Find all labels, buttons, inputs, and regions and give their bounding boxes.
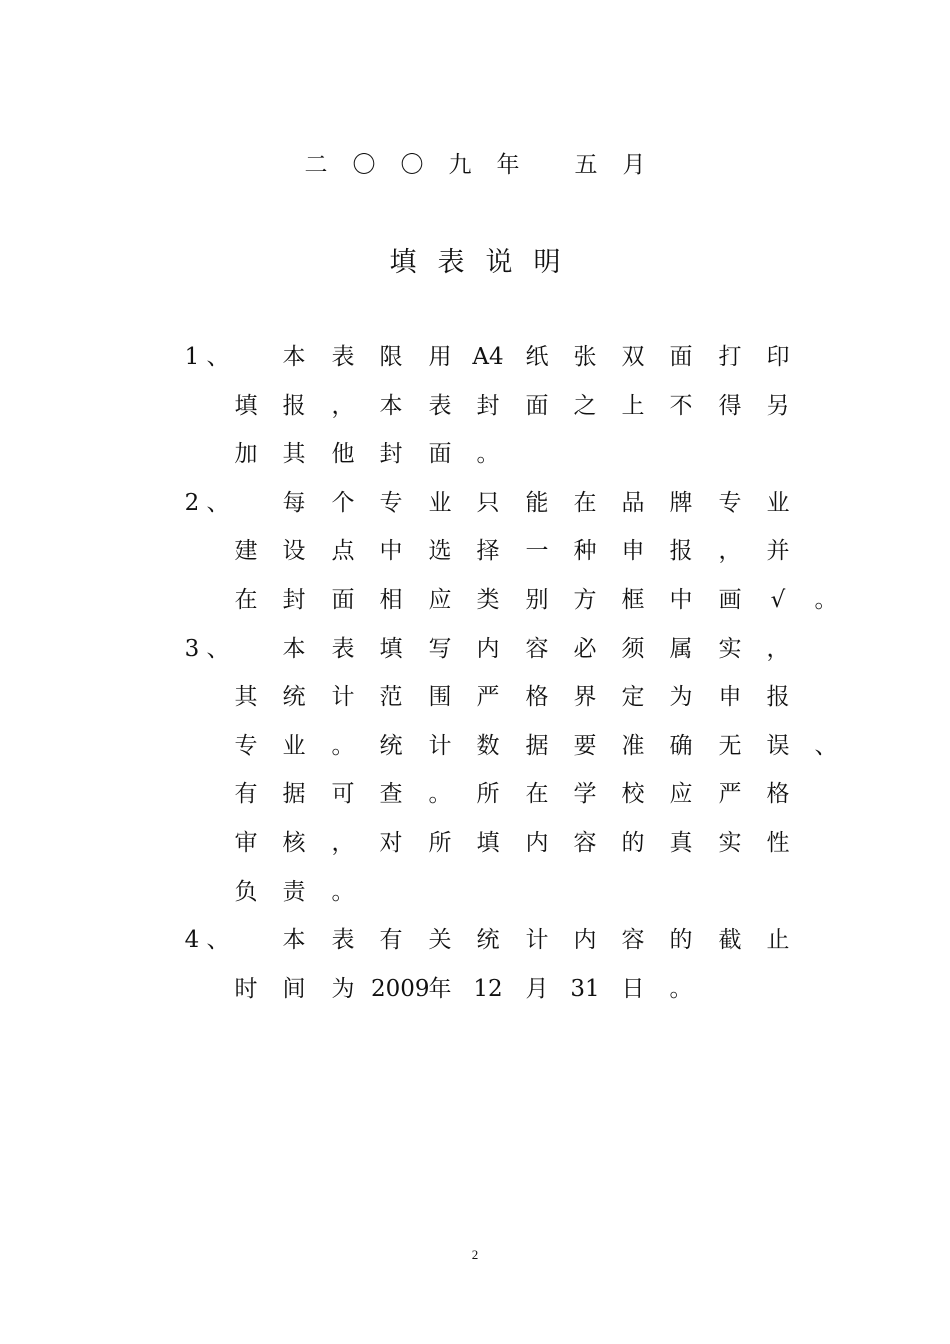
instruction-char: 封 xyxy=(282,587,306,613)
instruction-char: 统 xyxy=(282,684,306,711)
instruction-char: A4 xyxy=(472,344,504,370)
instruction-char: 写 xyxy=(428,635,452,662)
instruction-char: 点 xyxy=(331,538,355,565)
instruction-char: 间 xyxy=(282,975,306,1002)
instruction-char: 填 xyxy=(476,830,500,856)
instruction-char: 日 xyxy=(621,975,645,1002)
instruction-line xyxy=(0,726,950,766)
instruction-char: 本 xyxy=(282,635,306,662)
instruction-char: 所 xyxy=(428,830,452,856)
instruction-char: 年 xyxy=(428,975,452,1002)
instruction-char: 相 xyxy=(379,587,403,613)
instruction-char: 校 xyxy=(621,781,645,808)
title-char: 明 xyxy=(533,247,561,278)
instruction-char: 填 xyxy=(379,635,403,662)
instruction-char: 纸 xyxy=(525,344,549,370)
instruction-char: 关 xyxy=(428,927,452,954)
instruction-line xyxy=(0,629,950,669)
instruction-char: 的 xyxy=(669,927,693,954)
instruction-char: 在 xyxy=(573,489,597,516)
instruction-char: 截 xyxy=(718,927,742,954)
instruction-char: 统 xyxy=(379,732,403,759)
date-char: 〇 xyxy=(400,152,424,178)
instruction-char: 业 xyxy=(766,489,790,516)
instruction-char: 内 xyxy=(573,927,597,954)
instruction-char: 必 xyxy=(573,635,597,662)
instruction-char: 封 xyxy=(476,392,500,419)
instruction-char: 应 xyxy=(428,587,452,613)
page-title xyxy=(0,240,950,279)
instruction-char: 统 xyxy=(476,927,500,954)
instruction-char: 选 xyxy=(428,538,452,565)
instruction-char: 准 xyxy=(621,732,645,759)
instruction-char: 其 xyxy=(282,441,306,468)
instruction-char: 面 xyxy=(428,441,452,468)
instruction-char: 限 xyxy=(379,344,403,370)
instruction-line xyxy=(0,872,950,912)
instruction-char: 择 xyxy=(476,538,500,565)
instruction-char: 严 xyxy=(718,781,742,808)
instruction-char: 计 xyxy=(331,684,355,711)
instruction-char: 严 xyxy=(476,684,500,711)
instruction-char: 为 xyxy=(331,975,355,1002)
date-char: 月 xyxy=(622,152,646,178)
instruction-char: 容 xyxy=(573,830,597,856)
instruction-char: 界 xyxy=(573,684,597,711)
instruction-char: 本 xyxy=(379,392,403,419)
instruction-char: 、 xyxy=(206,489,230,516)
instruction-char: ， xyxy=(718,538,742,565)
instruction-char: 实 xyxy=(718,635,742,662)
instruction-line xyxy=(0,580,950,620)
title-char: 填 xyxy=(389,247,417,278)
instruction-char: 用 xyxy=(428,344,452,370)
instruction-char: 要 xyxy=(573,732,597,759)
instruction-char: 之 xyxy=(573,392,597,419)
instruction-char: 画 xyxy=(718,587,742,613)
instruction-char: 业 xyxy=(282,732,306,759)
instruction-line xyxy=(0,434,950,474)
instruction-char: 专 xyxy=(234,732,258,759)
instruction-char: 的 xyxy=(621,830,645,856)
instruction-char: ， xyxy=(766,635,790,662)
instruction-char: 范 xyxy=(379,684,403,711)
title-char: 表 xyxy=(437,247,465,278)
instruction-char: ， xyxy=(331,392,355,419)
instruction-char: 、 xyxy=(206,927,230,954)
instruction-char: 计 xyxy=(428,732,452,759)
page-number: 2 xyxy=(471,1247,479,1262)
instruction-char: 他 xyxy=(331,441,355,468)
title-char: 说 xyxy=(485,247,513,278)
instruction-char: 不 xyxy=(669,392,693,419)
instruction-char: 另 xyxy=(766,392,790,419)
instruction-char: 无 xyxy=(718,732,742,759)
instruction-char: 学 xyxy=(573,781,597,808)
instruction-char: 审 xyxy=(234,830,258,856)
instruction-char: 一 xyxy=(525,538,549,565)
instruction-char: 打 xyxy=(718,344,742,370)
instruction-char: 面 xyxy=(669,344,693,370)
instruction-char: √ xyxy=(770,587,786,613)
instruction-char: 误 xyxy=(766,732,790,759)
instruction-char: 专 xyxy=(379,489,403,516)
instruction-char: 得 xyxy=(718,392,742,419)
instruction-char: 报 xyxy=(669,538,693,565)
instruction-char: 只 xyxy=(476,489,500,516)
instruction-char: 内 xyxy=(525,830,549,856)
instruction-char: 其 xyxy=(234,684,258,711)
instruction-char: 须 xyxy=(621,635,645,662)
instruction-char: 别 xyxy=(525,587,549,613)
instruction-char: 核 xyxy=(282,830,306,856)
instruction-char: 申 xyxy=(718,684,742,711)
instruction-char: 。 xyxy=(476,441,500,468)
instruction-char: 31 xyxy=(570,975,600,1002)
instruction-char: 张 xyxy=(573,344,597,370)
instruction-char: 中 xyxy=(669,587,693,613)
instruction-char: 类 xyxy=(476,587,500,613)
instruction-char: 在 xyxy=(234,587,258,613)
instruction-char: 数 xyxy=(476,732,500,759)
instruction-char: 牌 xyxy=(669,489,693,516)
instruction-char: 计 xyxy=(525,927,549,954)
instruction-char: 表 xyxy=(428,392,452,419)
instruction-char: 双 xyxy=(621,344,645,370)
instruction-char: 对 xyxy=(379,830,403,856)
instruction-char: 可 xyxy=(331,781,355,808)
instruction-line xyxy=(0,677,950,717)
instruction-char: 填 xyxy=(234,392,258,419)
instruction-char: 格 xyxy=(525,684,549,711)
instruction-char: 性 xyxy=(766,830,790,856)
instruction-char: 表 xyxy=(331,635,355,662)
instruction-char: 加 xyxy=(234,441,258,468)
instruction-char: 印 xyxy=(766,344,790,370)
instruction-char: 、 xyxy=(206,635,230,662)
instruction-line xyxy=(0,823,950,863)
instruction-char: 上 xyxy=(621,392,645,419)
instruction-char: 建 xyxy=(234,538,258,565)
instruction-line xyxy=(0,774,950,814)
instruction-char: 报 xyxy=(282,392,306,419)
instruction-char: 真 xyxy=(669,830,693,856)
instruction-char: 属 xyxy=(669,635,693,662)
instruction-char: 实 xyxy=(718,830,742,856)
instruction-char: 并 xyxy=(766,538,790,565)
instruction-char: 围 xyxy=(428,684,452,711)
instruction-char: 。 xyxy=(331,732,355,759)
instruction-char: 封 xyxy=(379,441,403,468)
date-char: 二 xyxy=(304,152,328,178)
instruction-char: 框 xyxy=(621,587,645,613)
instruction-line xyxy=(0,969,950,1009)
instruction-line xyxy=(0,531,950,571)
instruction-char: 在 xyxy=(525,781,549,808)
instruction-char: 内 xyxy=(476,635,500,662)
instruction-char: 2009 xyxy=(371,975,430,1002)
instruction-line xyxy=(0,920,950,960)
instruction-char: 据 xyxy=(282,781,306,808)
instruction-char: 止 xyxy=(766,927,790,954)
instruction-char: 有 xyxy=(379,927,403,954)
instruction-char: 为 xyxy=(669,684,693,711)
instruction-line xyxy=(0,337,950,377)
instruction-char: 品 xyxy=(621,489,645,516)
instruction-char: 设 xyxy=(282,538,306,565)
instruction-char: 申 xyxy=(621,538,645,565)
instruction-char: 1 xyxy=(184,344,200,370)
instruction-char: 。 xyxy=(669,975,693,1002)
instruction-char: 中 xyxy=(379,538,403,565)
instruction-char: 有 xyxy=(234,781,258,808)
date-char: 九 xyxy=(448,152,472,178)
instruction-char: 定 xyxy=(621,684,645,711)
instruction-char: 、 xyxy=(206,344,230,370)
instruction-char: 个 xyxy=(331,489,355,516)
instruction-char: 。 xyxy=(331,878,355,905)
date-char: 五 xyxy=(574,152,598,178)
instruction-char: 。 xyxy=(428,781,452,808)
instruction-char: 4 xyxy=(184,927,200,954)
instruction-char: 表 xyxy=(331,927,355,954)
instruction-char: 2 xyxy=(184,489,200,516)
instruction-char: 业 xyxy=(428,489,452,516)
instruction-char: 3 xyxy=(184,635,200,662)
instruction-char: 12 xyxy=(473,975,503,1002)
instruction-char: 时 xyxy=(234,975,258,1002)
instruction-char: 本 xyxy=(282,927,306,954)
instruction-char: 报 xyxy=(766,684,790,711)
instruction-char: 查 xyxy=(379,781,403,808)
instruction-char: 面 xyxy=(525,392,549,419)
date-char: 〇 xyxy=(352,152,376,178)
instruction-line xyxy=(0,483,950,523)
instruction-char: 种 xyxy=(573,538,597,565)
instruction-char: 确 xyxy=(669,732,693,759)
instruction-char: 月 xyxy=(525,975,549,1002)
instruction-char: 表 xyxy=(331,344,355,370)
instruction-char: 方 xyxy=(573,587,597,613)
instruction-char: 负 xyxy=(234,878,258,905)
instruction-char: 面 xyxy=(331,587,355,613)
instruction-char: 、 xyxy=(814,732,838,759)
instruction-char: 能 xyxy=(525,489,549,516)
instruction-char: ， xyxy=(331,830,355,856)
instruction-char: 本 xyxy=(282,344,306,370)
instruction-char: 。 xyxy=(814,587,838,613)
instruction-char: 据 xyxy=(525,732,549,759)
instruction-line xyxy=(0,386,950,426)
instruction-char: 容 xyxy=(621,927,645,954)
instruction-char: 格 xyxy=(766,781,790,808)
instruction-char: 责 xyxy=(282,878,306,905)
instruction-char: 每 xyxy=(282,489,306,516)
instruction-char: 容 xyxy=(525,635,549,662)
date-line xyxy=(0,146,950,179)
date-char: 年 xyxy=(496,152,520,178)
instruction-char: 专 xyxy=(718,489,742,516)
instruction-char: 应 xyxy=(669,781,693,808)
instruction-char: 所 xyxy=(476,781,500,808)
